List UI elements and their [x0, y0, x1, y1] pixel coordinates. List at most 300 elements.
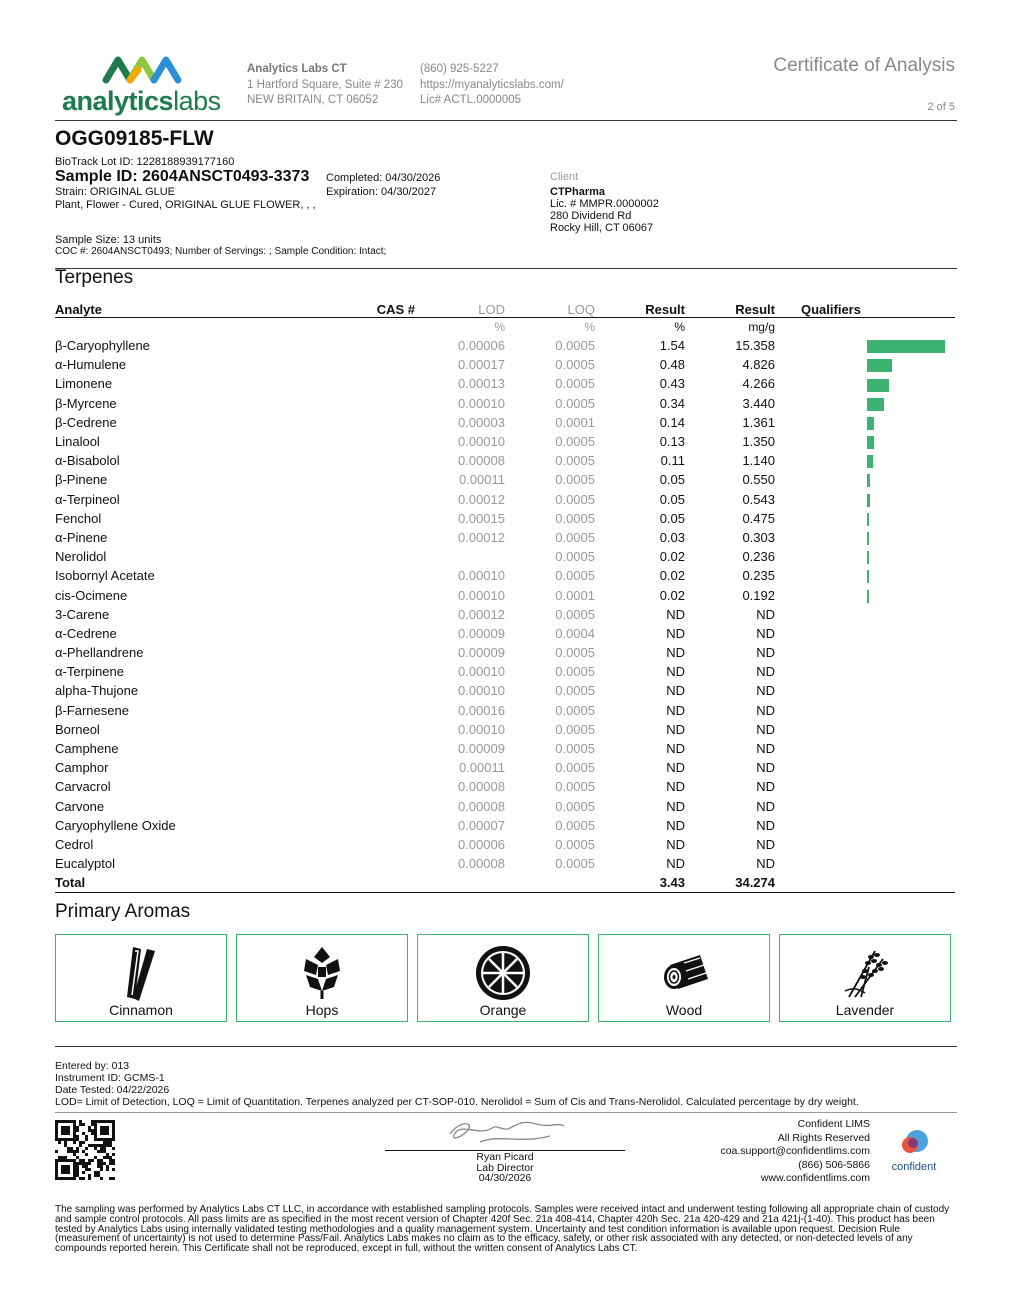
loq-cell: 0.0005 — [555, 817, 595, 833]
table-row — [55, 470, 955, 489]
loq-cell: 0.0005 — [555, 664, 595, 680]
header-cas: CAS # — [265, 298, 415, 318]
cas-cell — [265, 336, 415, 355]
signer-title: Lab Director — [476, 1161, 534, 1174]
cas-cell — [265, 585, 415, 604]
result-mg-cell: ND — [756, 664, 775, 680]
lod-cell: 0.00010 — [458, 587, 505, 603]
cas-cell — [265, 720, 415, 739]
client-address-line2: Rocky Hill, CT 06067 — [550, 222, 654, 234]
analyte-cell: Limonene — [55, 376, 113, 392]
sample-size: Sample Size: 13 units — [55, 234, 162, 246]
total-empty-cell — [775, 873, 955, 893]
lod-cell: 0.00010 — [458, 395, 505, 411]
loq-cell: 0.0001 — [555, 587, 595, 603]
loq-cell: 0.0005 — [555, 702, 595, 718]
sample-code: OGG09185-FLW — [55, 127, 214, 150]
lab-name: Analytics Labs CT — [247, 63, 347, 75]
confident-logo-text: confident — [891, 1161, 937, 1173]
loq-cell: 0.0005 — [555, 856, 595, 872]
qualifier-cell — [775, 662, 955, 681]
client-name: CTPharma — [550, 186, 606, 198]
result-pct-cell: ND — [666, 625, 685, 641]
total-empty-cell — [505, 873, 595, 893]
cas-cell — [265, 701, 415, 720]
footer-divider — [55, 1112, 957, 1113]
loq-cell: 0.0005 — [555, 357, 595, 373]
loq-cell: 0.0005 — [555, 549, 595, 565]
lims-info — [720, 1118, 870, 1186]
loq-cell: 0.0005 — [555, 453, 595, 469]
lod-cell: 0.00009 — [458, 741, 505, 757]
lab-website[interactable]: https://myanalyticslabs.com/ — [420, 78, 564, 91]
result-pct-cell: ND — [666, 836, 685, 852]
table-row — [55, 624, 955, 643]
cas-cell — [265, 470, 415, 489]
table-row — [55, 605, 955, 624]
result-pct-cell: ND — [666, 683, 685, 699]
lod-cell: 0.00010 — [458, 568, 505, 584]
result-bar — [867, 532, 869, 545]
lod-cell: 0.00009 — [458, 645, 505, 661]
result-pct-cell: ND — [666, 702, 685, 718]
table-row — [55, 854, 955, 873]
analyte-cell: Caryophyllene Oxide — [55, 817, 176, 833]
lod-cell: 0.00006 — [458, 338, 505, 354]
cas-cell — [265, 394, 415, 413]
loq-cell: 0.0005 — [555, 510, 595, 526]
total-empty-cell — [265, 873, 415, 893]
result-bar — [867, 417, 874, 430]
result-pct-cell: 0.05 — [659, 491, 685, 507]
result-mg-cell: 0.235 — [742, 568, 775, 584]
signature-image — [440, 1114, 570, 1155]
lod-cell: 0.00008 — [458, 798, 505, 814]
result-mg-cell: ND — [756, 721, 775, 737]
biotrack-lot-id: BioTrack Lot ID: 1228188939177160 — [55, 156, 235, 168]
table-row — [55, 835, 955, 854]
signer-block — [385, 1152, 625, 1184]
result-mg-cell: 0.543 — [742, 491, 775, 507]
cas-cell — [265, 624, 415, 643]
loq-cell: 0.0005 — [555, 683, 595, 699]
client-license: Lic. # MMPR.0000002 — [550, 198, 659, 210]
table-row — [55, 777, 955, 796]
result-pct-cell: 0.05 — [659, 472, 685, 488]
result-mg-cell: ND — [756, 856, 775, 872]
aromas-divider — [55, 1046, 957, 1047]
date-tested: Date Tested: 04/22/2026 — [55, 1084, 170, 1096]
table-row — [55, 720, 955, 739]
lod-cell: 0.00010 — [458, 683, 505, 699]
cas-cell — [265, 662, 415, 681]
qualifier-cell — [775, 336, 955, 355]
result-pct-cell: 0.02 — [659, 587, 685, 603]
header-qualifiers: Qualifiers — [775, 298, 955, 318]
total-pct-cell: 3.43 — [595, 873, 685, 893]
aroma-card-orange — [417, 934, 589, 1022]
table-row — [55, 355, 955, 374]
header-analyte: Analyte — [55, 298, 265, 318]
analyte-cell: 3-Carene — [55, 606, 110, 622]
method-notes: LOD= Limit of Detection, LOQ = Limit of Quantitation. Terpenes analyzed per CT-SOP-010. Nerolidol = Sum of Cis and Trans-Nerolidol. Calculated percentage by dry weight. — [55, 1096, 859, 1108]
cas-cell — [265, 643, 415, 662]
cas-cell — [265, 509, 415, 528]
result-pct-cell: 1.54 — [659, 338, 685, 354]
loq-cell: 0.0005 — [555, 568, 595, 584]
qualifier-cell — [775, 777, 955, 796]
lod-cell: 0.00010 — [458, 664, 505, 680]
result-pct-cell: ND — [666, 798, 685, 814]
analyte-cell: β-Caryophyllene — [55, 338, 150, 354]
result-pct-cell: 0.14 — [659, 414, 685, 430]
header-result-mg: Result — [685, 298, 775, 318]
result-pct-cell: ND — [666, 856, 685, 872]
terpenes-table — [55, 298, 955, 893]
analyte-cell: β-Cedrene — [55, 414, 117, 430]
result-pct-cell: 0.02 — [659, 568, 685, 584]
header-divider — [55, 120, 957, 121]
lab-address-line1: 1 Hartford Square, Suite # 230 — [247, 78, 403, 91]
result-bar — [867, 359, 892, 372]
loq-cell: 0.0005 — [555, 472, 595, 488]
result-mg-cell: ND — [756, 702, 775, 718]
qualifier-cell — [775, 394, 955, 413]
table-row — [55, 662, 955, 681]
unit-lod: % — [494, 320, 505, 334]
table-row — [55, 547, 955, 566]
page-number: 2 of 5 — [927, 101, 955, 113]
strain: Strain: ORIGINAL GLUE — [55, 186, 176, 198]
qualifier-cell — [775, 470, 955, 489]
result-pct-cell: ND — [666, 664, 685, 680]
analytics-labs-logo: analyticslabs — [62, 52, 232, 124]
lab-license: Lic# ACTL.0000005 — [420, 94, 522, 106]
qualifier-cell — [775, 854, 955, 873]
qualifier-cell — [775, 490, 955, 509]
lod-cell: 0.00012 — [458, 491, 505, 507]
analyte-cell: cis-Ocimene — [55, 587, 128, 603]
qualifier-cell — [775, 585, 955, 604]
orange-icon — [473, 943, 533, 1003]
result-mg-cell: 4.826 — [742, 357, 775, 373]
lab-address-line2: NEW BRITAIN, CT 06052 — [247, 94, 379, 106]
disclaimer: The sampling was performed by Analytics Labs CT LLC, in accordance with established sampling protocols. Samples were received intact and underwent testing following all appropriate chain of custody and sample control protocols. All pass limits are as specified in the most recent version of Chapter 420f Sec. 21a 408-414, Chapter 420h Sec. 21a 420-429 and 21a 421j-(1-40). This product has been tested by Analytics Labs using internally validated testing methodologies and a quality management system. Uncertainty and test condition information is available upon request. Decision Rule (measurement of uncertainty) is not used to determine Pass/Fail. Analytics Labs makes no claim as to the efficacy, safety, or other risk associated with any detected, or non-detected levels of any compounds reported herein. This Certificate shall not be reproduced, except in full, without the written consent of Analytics Labs CT. — [55, 1204, 950, 1255]
result-mg-cell: ND — [756, 798, 775, 814]
cas-cell — [265, 413, 415, 432]
result-mg-cell: 4.266 — [742, 376, 775, 392]
cas-cell — [265, 566, 415, 585]
qualifier-cell — [775, 835, 955, 854]
qualifier-cell — [775, 605, 955, 624]
wood-icon — [654, 943, 714, 1003]
result-bar — [867, 398, 884, 411]
cas-cell — [265, 835, 415, 854]
lod-cell: 0.00010 — [458, 434, 505, 450]
loq-cell: 0.0005 — [555, 434, 595, 450]
result-mg-cell: 0.550 — [742, 472, 775, 488]
lod-cell: 0.00010 — [458, 721, 505, 737]
analyte-cell: Camphene — [55, 741, 119, 757]
table-row — [55, 566, 955, 585]
lod-cell: 0.00008 — [458, 453, 505, 469]
analyte-cell: α-Terpinene — [55, 664, 124, 680]
qualifier-cell — [775, 528, 955, 547]
terpenes-title: Terpenes — [55, 267, 134, 288]
table-row — [55, 758, 955, 777]
loq-cell: 0.0005 — [555, 779, 595, 795]
lod-cell: 0.00017 — [458, 357, 505, 373]
analyte-cell: Carvone — [55, 798, 105, 814]
qualifier-cell — [775, 624, 955, 643]
aroma-label: Wood — [665, 1002, 703, 1018]
table-row — [55, 394, 955, 413]
result-pct-cell: 0.48 — [659, 357, 685, 373]
table-row — [55, 490, 955, 509]
cinnamon-icon — [111, 943, 171, 1003]
qualifier-cell — [775, 816, 955, 835]
loq-cell: 0.0001 — [555, 414, 595, 430]
lims-rights: All Rights Reserved — [777, 1131, 870, 1144]
result-bar — [867, 494, 870, 507]
cas-cell — [265, 490, 415, 509]
table-header-row — [55, 298, 955, 318]
total-row — [55, 873, 955, 893]
result-mg-cell: ND — [756, 817, 775, 833]
table-row — [55, 739, 955, 758]
unit-result-mg: mg/g — [748, 320, 775, 334]
qualifier-cell — [775, 509, 955, 528]
aroma-card-lavender — [779, 934, 951, 1022]
lod-cell: 0.00007 — [458, 817, 505, 833]
lod-cell: 0.00006 — [458, 836, 505, 852]
analyte-cell: Camphor — [55, 760, 109, 776]
analyte-cell: α-Bisabolol — [55, 453, 120, 469]
result-mg-cell: 0.236 — [742, 549, 775, 565]
result-bar — [867, 436, 874, 449]
analyte-cell: α-Humulene — [55, 357, 127, 373]
cas-cell — [265, 451, 415, 470]
cas-cell — [265, 816, 415, 835]
result-pct-cell: ND — [666, 760, 685, 776]
lod-cell: 0.00003 — [458, 414, 505, 430]
analyte-cell: α-Pinene — [55, 529, 108, 545]
expiration-date: Expiration: 04/30/2027 — [326, 186, 437, 198]
table-row — [55, 509, 955, 528]
lod-cell: 0.00009 — [458, 625, 505, 641]
cas-cell — [265, 547, 415, 566]
qualifier-cell — [775, 758, 955, 777]
analyte-cell: Nerolidol — [55, 549, 107, 565]
analyte-cell: β-Farnesene — [55, 702, 129, 718]
lod-cell: 0.00015 — [458, 510, 505, 526]
result-bar — [867, 455, 873, 468]
qualifier-cell — [775, 432, 955, 451]
qualifier-cell — [775, 374, 955, 393]
unit-loq: % — [584, 320, 595, 334]
loq-cell: 0.0005 — [555, 395, 595, 411]
lab-info — [247, 62, 403, 109]
table-row — [55, 432, 955, 451]
cas-cell — [265, 374, 415, 393]
table-row — [55, 585, 955, 604]
table-row — [55, 797, 955, 816]
loq-cell: 0.0005 — [555, 529, 595, 545]
qualifier-cell — [775, 681, 955, 700]
result-mg-cell: 15.358 — [735, 338, 775, 354]
aroma-card-cinnamon — [55, 934, 227, 1022]
client-label: Client — [550, 171, 579, 183]
result-pct-cell: ND — [666, 779, 685, 795]
result-mg-cell: ND — [756, 741, 775, 757]
result-bar — [867, 570, 869, 583]
unit-result-pct: % — [674, 320, 685, 334]
result-bar — [867, 551, 869, 564]
cas-cell — [265, 528, 415, 547]
result-bar — [867, 340, 945, 353]
loq-cell: 0.0005 — [555, 741, 595, 757]
sample-id: Sample ID: 2604ANSCT0493-3373 — [55, 168, 310, 185]
analyte-cell: alpha-Thujone — [55, 683, 139, 699]
table-row — [55, 681, 955, 700]
sample-divider — [55, 268, 957, 269]
result-bar — [867, 513, 869, 526]
header-lod: LOD — [415, 298, 505, 318]
loq-cell: 0.0005 — [555, 645, 595, 661]
aroma-card-hops — [236, 934, 408, 1022]
result-pct-cell: ND — [666, 606, 685, 622]
analyte-cell: Eucalyptol — [55, 856, 115, 872]
result-mg-cell: 0.303 — [742, 529, 775, 545]
qr-code-icon[interactable] — [55, 1120, 115, 1185]
loq-cell: 0.0005 — [555, 760, 595, 776]
lab-contact — [420, 62, 564, 109]
result-mg-cell: 1.361 — [742, 414, 775, 430]
analyte-cell: Linalool — [55, 434, 100, 450]
table-row — [55, 701, 955, 720]
result-mg-cell: ND — [756, 625, 775, 641]
qualifier-cell — [775, 355, 955, 374]
result-pct-cell: 0.11 — [660, 453, 685, 469]
header-loq: LOQ — [505, 298, 595, 318]
table-row — [55, 451, 955, 470]
result-pct-cell: ND — [666, 741, 685, 757]
analyte-cell: β-Pinene — [55, 472, 108, 488]
result-pct-cell: 0.43 — [659, 376, 685, 392]
cas-cell — [265, 797, 415, 816]
lod-cell: 0.00008 — [458, 856, 505, 872]
cas-cell — [265, 854, 415, 873]
result-mg-cell: 0.475 — [742, 510, 775, 526]
qualifier-cell — [775, 643, 955, 662]
result-pct-cell: ND — [666, 645, 685, 661]
qualifier-cell — [775, 547, 955, 566]
lod-cell: 0.00008 — [458, 779, 505, 795]
aroma-label: Lavender — [835, 1002, 895, 1018]
qualifier-cell — [775, 701, 955, 720]
result-mg-cell: ND — [756, 760, 775, 776]
qualifier-cell — [775, 451, 955, 470]
lod-cell: 0.00011 — [458, 472, 505, 488]
result-bar — [867, 474, 870, 487]
result-pct-cell: 0.02 — [659, 549, 685, 565]
lims-phone: (866) 506-5866 — [798, 1158, 870, 1171]
completed-date: Completed: 04/30/2026 — [326, 172, 441, 184]
hops-icon — [292, 943, 352, 1003]
coc-info: COC #: 2604ANSCT0493; Number of Servings: ; Sample Condition: Intact; — [55, 246, 387, 257]
lab-phone: (860) 925-5227 — [420, 63, 499, 75]
units-row — [55, 318, 955, 337]
lod-cell — [415, 547, 505, 566]
product-description: Plant, Flower - Cured, ORIGINAL GLUE FLOWER, , , — [55, 199, 316, 211]
entered-by: Entered by: 013 — [55, 1060, 130, 1072]
lod-cell: 0.00012 — [458, 529, 505, 545]
cas-cell — [265, 777, 415, 796]
result-pct-cell: 0.05 — [659, 510, 685, 526]
analyte-cell: β-Myrcene — [55, 395, 117, 411]
document-title: Certificate of Analysis — [773, 55, 955, 76]
table-row — [55, 413, 955, 432]
table-row — [55, 528, 955, 547]
total-empty-cell — [415, 873, 505, 893]
analyte-cell: Borneol — [55, 721, 100, 737]
logo-mark-icon — [102, 52, 192, 86]
result-pct-cell: 0.13 — [659, 434, 685, 450]
qualifier-cell — [775, 739, 955, 758]
result-mg-cell: ND — [756, 645, 775, 661]
primary-aromas-title: Primary Aromas — [55, 901, 191, 922]
client-address-line1: 280 Dividend Rd — [550, 210, 632, 222]
result-mg-cell: ND — [756, 836, 775, 852]
loq-cell: 0.0005 — [555, 338, 595, 354]
qualifier-cell — [775, 720, 955, 739]
table-row — [55, 643, 955, 662]
result-mg-cell: 0.192 — [742, 587, 775, 603]
result-bar — [867, 379, 889, 392]
loq-cell: 0.0005 — [555, 798, 595, 814]
qualifier-cell — [775, 413, 955, 432]
aroma-label: Orange — [479, 1002, 527, 1018]
signer-date: 04/30/2026 — [478, 1172, 532, 1184]
lims-website[interactable]: www.confidentlims.com — [760, 1172, 870, 1184]
result-mg-cell: 1.350 — [742, 434, 775, 450]
aroma-card-wood — [598, 934, 770, 1022]
lod-cell: 0.00012 — [458, 606, 505, 622]
confident-logo-icon — [897, 1128, 931, 1158]
result-pct-cell: 0.34 — [659, 395, 685, 411]
lod-cell: 0.00016 — [458, 702, 505, 718]
lims-email[interactable]: coa.support@confidentlims.com — [720, 1145, 870, 1157]
analyte-cell: α-Terpineol — [55, 491, 120, 507]
cas-cell — [265, 758, 415, 777]
aroma-label: Hops — [305, 1002, 339, 1018]
result-bar — [867, 590, 869, 603]
cas-cell — [265, 355, 415, 374]
table-row — [55, 336, 955, 355]
loq-cell: 0.0005 — [555, 721, 595, 737]
loq-cell: 0.0004 — [555, 625, 595, 641]
instrument-id: Instrument ID: GCMS-1 — [55, 1072, 165, 1084]
analyte-cell: α-Cedrene — [55, 625, 117, 641]
result-mg-cell: ND — [756, 606, 775, 622]
lims-name: Confident LIMS — [797, 1118, 870, 1130]
table-row — [55, 816, 955, 835]
loq-cell: 0.0005 — [555, 606, 595, 622]
total-mg-cell: 34.274 — [685, 873, 775, 893]
aroma-label: Cinnamon — [109, 1002, 173, 1018]
table-row — [55, 374, 955, 393]
confident-logo — [884, 1128, 944, 1173]
